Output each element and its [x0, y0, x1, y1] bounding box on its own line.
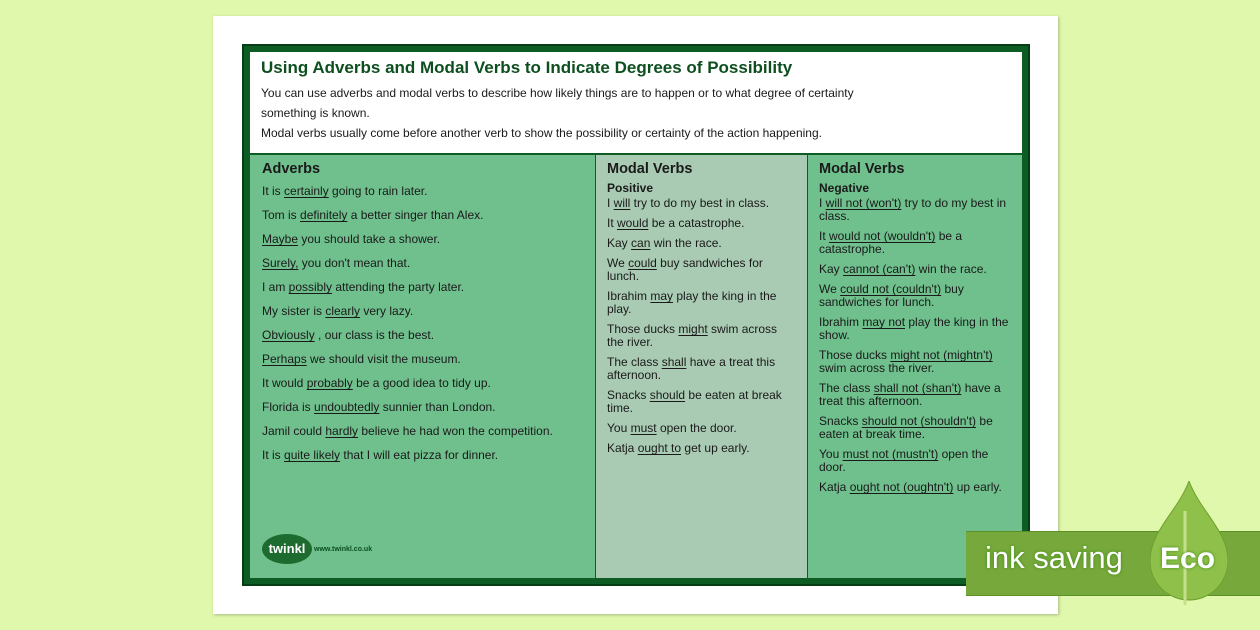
- example-sentence: [607, 217, 795, 230]
- example-sentence: [262, 229, 583, 253]
- sentence-end: play the king in the play.: [607, 289, 777, 316]
- example-sentence: [819, 349, 1014, 375]
- highlighted-word: can: [631, 236, 651, 250]
- highlighted-word: Surely,: [262, 256, 299, 270]
- example-sentence: [819, 197, 1014, 223]
- sentence-start: It is: [262, 184, 285, 198]
- sentence-end: that I will eat pizza for dinner.: [340, 448, 499, 462]
- sentence-start: Jamil could: [262, 424, 326, 438]
- sentence-end: very lazy.: [360, 304, 414, 318]
- highlighted-word: ought to: [637, 441, 682, 455]
- column-subheading: Positive: [607, 181, 654, 195]
- highlighted-word: will: [613, 196, 631, 210]
- highlighted-word: could not (couldn't): [840, 282, 942, 296]
- sentence-start: The class: [819, 381, 874, 395]
- example-sentence: [819, 415, 1014, 441]
- sentence-start: The class: [607, 355, 662, 369]
- highlighted-word: may not: [862, 315, 906, 329]
- sentence-end: be eaten at break time.: [607, 388, 782, 415]
- example-sentence: [262, 253, 583, 277]
- example-sentence: [262, 277, 583, 301]
- highlighted-word: probably: [306, 376, 353, 390]
- highlighted-word: Maybe: [262, 232, 299, 246]
- sentence-end: you should take a shower.: [298, 232, 441, 246]
- column-heading: Adverbs: [262, 161, 321, 177]
- highlighted-word: could: [628, 256, 657, 270]
- sentence-start: I: [819, 196, 826, 210]
- column-subheading: Negative: [819, 181, 870, 195]
- highlighted-word: clearly: [325, 304, 361, 318]
- sentence-end: sunnier than London.: [379, 400, 496, 414]
- sentence-end: buy sandwiches for lunch.: [607, 256, 763, 283]
- sentence-end: you don't mean that.: [298, 256, 411, 270]
- sentence-start: Katja: [607, 441, 638, 455]
- sentence-end: try to do my best in class.: [630, 196, 770, 210]
- highlighted-word: possibly: [288, 280, 333, 294]
- example-sentence: [262, 397, 583, 421]
- ink-saving-label: ink saving: [985, 540, 1123, 575]
- example-sentence: [819, 448, 1014, 474]
- sentence-start: You: [819, 447, 843, 461]
- highlighted-word: hardly: [325, 424, 359, 438]
- sentence-end: open the door.: [656, 421, 737, 435]
- sentence-start: You: [607, 421, 631, 435]
- highlighted-word: must not (mustn't): [842, 447, 939, 461]
- example-sentence: [819, 382, 1014, 408]
- sentence-start: Tom is: [262, 208, 301, 222]
- sentence-start: Those ducks: [607, 322, 679, 336]
- example-sentence: [819, 283, 1014, 309]
- sentence-end: be a catastrophe.: [819, 229, 963, 256]
- example-sentence: [607, 442, 795, 455]
- column-heading: Modal Verbs: [607, 161, 693, 177]
- sentence-start: My sister is: [262, 304, 326, 318]
- example-sentence: [607, 356, 795, 382]
- example-sentence: [819, 230, 1014, 256]
- sentence-end: up early.: [953, 480, 1002, 494]
- example-sentence: [819, 316, 1014, 342]
- sentence-end: win the race.: [915, 262, 987, 276]
- sentence-start: Florida is: [262, 400, 315, 414]
- highlighted-word: may: [650, 289, 674, 303]
- sentence-end: be a catastrophe.: [648, 216, 745, 230]
- sentence-start: We: [607, 256, 629, 270]
- sentence-start: Ibrahim: [607, 289, 651, 303]
- highlighted-word: certainly: [284, 184, 329, 198]
- highlighted-word: will not (won't): [825, 196, 902, 210]
- sentence-end: try to do my best in class.: [819, 196, 1007, 223]
- sentence-end: get up early.: [681, 441, 750, 455]
- example-sentence: [607, 290, 795, 316]
- example-sentence: [607, 237, 795, 250]
- highlighted-word: must: [630, 421, 657, 435]
- column-heading: Modal Verbs: [819, 161, 905, 177]
- intro-line: You can use adverbs and modal verbs to describe how likely things are to happen or to what degree of certainty: [261, 86, 854, 100]
- page-title: Using Adverbs and Modal Verbs to Indicate Degrees of Possibility: [261, 58, 793, 77]
- modal-positive-column: [596, 155, 807, 578]
- sentence-end: a better singer than Alex.: [347, 208, 484, 222]
- twinkl-logo: twinkl: [262, 534, 312, 564]
- worksheet-header: [250, 52, 1022, 153]
- sentence-end: play the king in the show.: [819, 315, 1009, 342]
- sentence-end: be eaten at break time.: [819, 414, 993, 441]
- twinkl-url: www.twinkl.co.uk: [314, 546, 373, 553]
- highlighted-word: should: [649, 388, 686, 402]
- highlighted-word: shall not (shan't): [873, 381, 962, 395]
- example-sentence: [262, 373, 583, 397]
- sentence-start: Those ducks: [819, 348, 891, 362]
- highlighted-word: Perhaps: [262, 352, 307, 366]
- sentence-start: Kay: [607, 236, 632, 250]
- sentence-start: Kay: [819, 262, 844, 276]
- sentence-end: attending the party later.: [332, 280, 465, 294]
- intro-line: Modal verbs usually come before another verb to show the possibility or certainty of the action happening.: [261, 126, 822, 140]
- sentence-end: believe he had won the competition.: [358, 424, 553, 438]
- sentence-end: we should visit the museum.: [306, 352, 461, 366]
- example-sentence: [262, 205, 583, 229]
- highlighted-word: shall: [661, 355, 687, 369]
- sentence-end: swim across the river.: [819, 361, 935, 375]
- example-sentence: [607, 323, 795, 349]
- highlighted-word: should not (shouldn't): [861, 414, 977, 428]
- sentence-start: It is: [262, 448, 285, 462]
- sentence-start: Snacks: [607, 388, 650, 402]
- example-sentence: [819, 263, 1014, 276]
- sentence-start: We: [819, 282, 841, 296]
- highlighted-word: cannot (can't): [843, 262, 916, 276]
- highlighted-word: quite likely: [284, 448, 341, 462]
- sentence-end: swim across the river.: [607, 322, 778, 349]
- example-sentence: [262, 349, 583, 373]
- example-sentence: [262, 301, 583, 325]
- sentence-start: It: [819, 229, 830, 243]
- sentence-end: have a treat this afternoon.: [819, 381, 1001, 408]
- sentence-end: buy sandwiches for lunch.: [819, 282, 964, 309]
- sentence-start: Katja: [819, 480, 850, 494]
- intro-line: something is known.: [261, 106, 370, 120]
- example-sentence: [262, 181, 583, 205]
- example-sentence: [262, 445, 583, 469]
- sentence-start: It would: [262, 376, 307, 390]
- example-sentence: [607, 257, 795, 283]
- example-sentence: [607, 389, 795, 415]
- example-sentence: [819, 481, 1014, 494]
- sentence-start: Snacks: [819, 414, 862, 428]
- sentence-start: I: [607, 196, 614, 210]
- highlighted-word: ought not (oughtn't): [849, 480, 954, 494]
- highlighted-word: undoubtedly: [314, 400, 380, 414]
- sentence-start: Ibrahim: [819, 315, 863, 329]
- example-sentence: [607, 422, 795, 435]
- highlighted-word: might not (mightn't): [890, 348, 993, 362]
- modal-negative-column: [808, 155, 1022, 578]
- highlighted-word: might: [678, 322, 708, 336]
- example-sentence: [262, 421, 583, 445]
- sentence-start: I am: [262, 280, 289, 294]
- adverbs-column: [250, 155, 595, 578]
- highlighted-word: Obviously: [262, 328, 315, 342]
- highlighted-word: would not (wouldn't): [829, 229, 936, 243]
- eco-label: Eco: [1160, 542, 1216, 575]
- sentence-end: have a treat this afternoon.: [607, 355, 776, 382]
- sentence-end: , our class is the best.: [314, 328, 435, 342]
- sentence-end: be a good idea to tidy up.: [352, 376, 491, 390]
- highlighted-word: definitely: [300, 208, 348, 222]
- sentence-end: win the race.: [650, 236, 722, 250]
- sentence-end: open the door.: [819, 447, 989, 474]
- highlighted-word: would: [617, 216, 649, 230]
- sentence-start: It: [607, 216, 618, 230]
- sentence-end: going to rain later.: [328, 184, 428, 198]
- example-sentence: [262, 325, 583, 349]
- example-sentence: [607, 197, 795, 210]
